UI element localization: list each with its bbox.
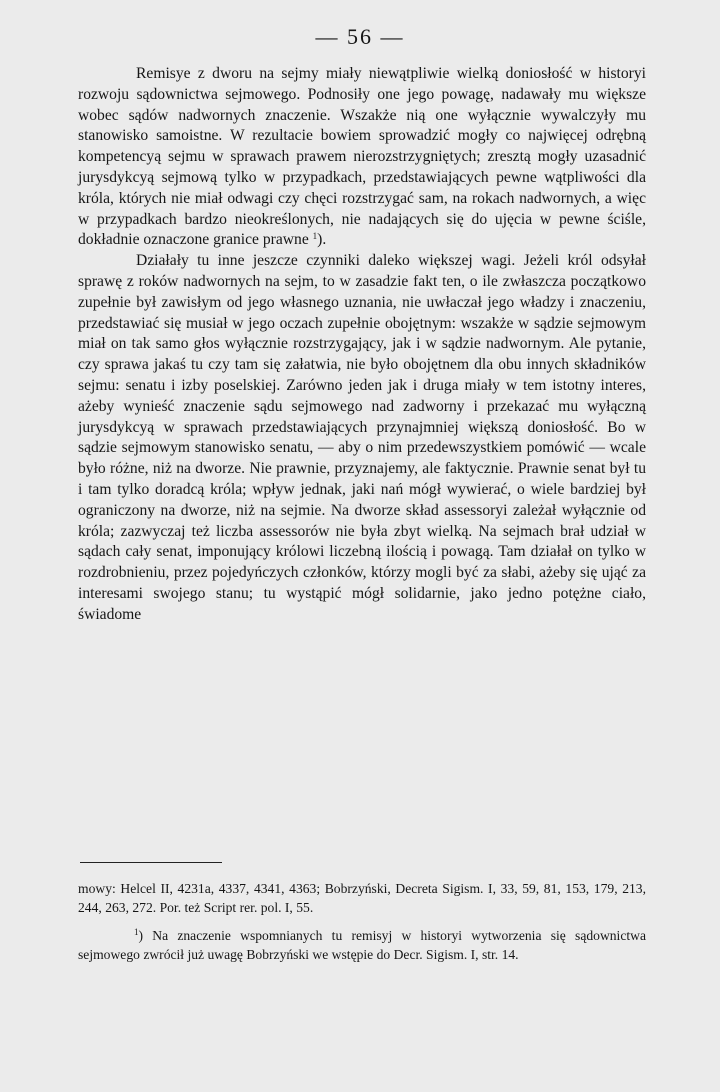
footnote-continuation: mowy: Helcel II, 4231a, 4337, 4341, 4363; Bobrzyński, Decreta Sigism. I, 33, 59, 81, 153, 179, 213, 244, 263, 272. Por. też Script rer. pol. I, 55. xyxy=(78,881,646,915)
page-number: — 56 — xyxy=(315,24,405,49)
footnote-separator xyxy=(80,862,222,863)
footnote-1-text: ) Na znaczenie wspomnianych tu remisyj w historyi wytworzenia się sądownictwa sejmowego zwrócił już uwagę Bobrzyński we wstępie do Decr. Sigism. I, str. 14. xyxy=(78,928,646,962)
footnote-1-marker: 1 xyxy=(134,927,139,938)
footnote-reference: 1 xyxy=(312,231,318,242)
footnote-1 xyxy=(78,927,646,964)
paragraph-1-text: Remisye z dworu na sejmy miały niewątpliwie wielką doniosłość w historyi rozwoju sądownictwa sejmowego. Podnosiły one jego powagę, nadawały mu większe wobec sądów nadwornych znaczenie. Wszakże nią one wyłącznie wywalczyły mu stanowisko samoistne. W rezultacie bowiem sprowadzić mogły co najwięcej odrębną kompetencyą sejmu w sprawach prawem nierozstrzygniętych; zresztą mogły uzasadnić jurysdykcyą sejmową tylko w przypadkach, przedstawiających pewne wątpliwości dla króla, których nie miał odwagi czy chęci rozstrzygać sam, na rokach nadwornych, a więc w przypadkach bardzo nieokreślonych, nie nadających się do ujęcia w pewne ściśle, dokładnie oznaczone granice prawne xyxy=(78,65,646,249)
footnotes xyxy=(78,880,646,964)
main-text xyxy=(78,64,646,626)
footnote-reference-close: ). xyxy=(317,231,327,249)
paragraph-1 xyxy=(78,64,646,251)
paragraph-2: Działały tu inne jeszcze czynniki daleko większej wagi. Jeżeli król odsyłał sprawę z roków nadwornych na sejm, to w zasadzie fakt ten, o ile zwłaszcza początkowo zupełnie był zawisłym od jego własnego uznania, nie uwłaczał jego władzy i znaczeniu, przedstawiać się musiał w jego oczach zupełnie obojętnym: wszakże w sądzie sejmowym miał on tak samo głos wyłącznie rozstrzygający, jak i w sądzie nadwornym. Ale pytanie, czy sprawa jakaś tu czy tam się załatwia, nie było obojętnem dla obu innych składników sejmu: senatu i izby poselskiej. Zarówno jeden jak i druga miały w tem istotny interes, ażeby wynieść znaczenie sądu sejmowego nad zadworny i przekazać mu wyłączną jurysdykcyą w sprawach przedstawiających przynajmniej większą doniosłość. Bo w sądzie sejmowym stanowisko senatu, — aby o nim przedewszystkiem pomówić — wcale było różne, niż na dworze. Nie prawnie, przyznajemy, ale faktycznie. Prawnie senat był tu i tam tylko doradcą króla; wpływ jednak, jaki nań mógł wywierać, o wiele bardziej był ograniczony na dworze, niż na sejmie. Na dworze skład assessoryi zależał wyłącznie od króla; zazwyczaj też liczba assessorów nie była zbyt wielką. Na sejmach brał udział w sądach cały senat, imponujący królowi liczebną ilością i powagą. Tam działał on tylko w rozdrobnieniu, przez pojedyńczych członków, którzy mogli być za słabi, ażeby się ująć za interesami swojego stanu; tu wystąpić mógł solidarnie, jako jedno potężne ciało, świadome xyxy=(78,252,646,623)
